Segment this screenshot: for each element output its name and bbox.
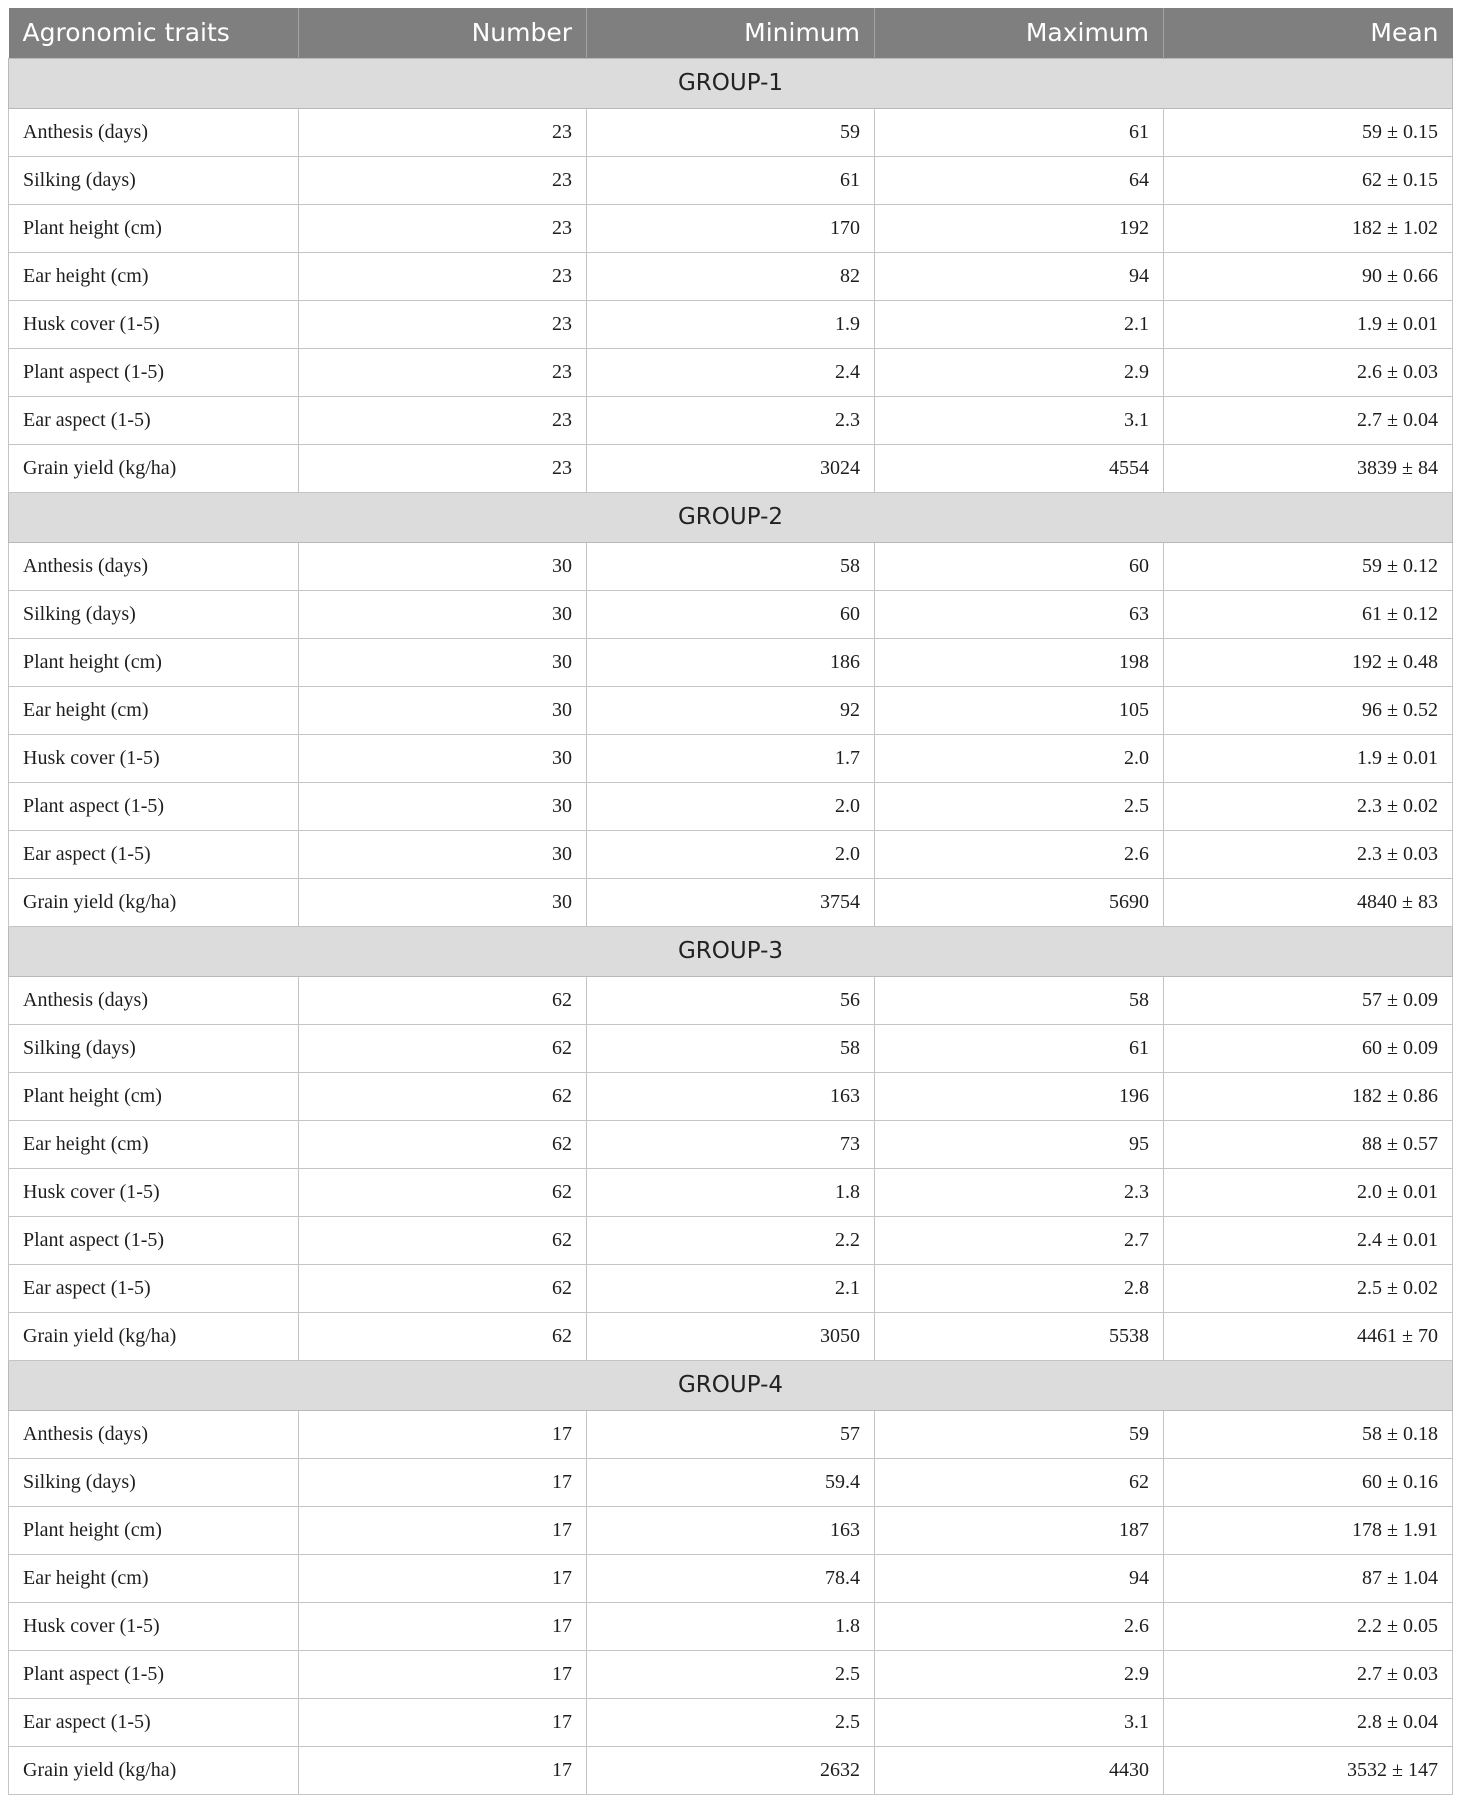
number-cell: 17 <box>299 1602 587 1650</box>
table-row <box>9 1120 1453 1168</box>
number-cell: 30 <box>299 830 587 878</box>
mean-cell: 2.7 ± 0.04 <box>1164 396 1453 444</box>
trait-cell: Grain yield (kg/ha) <box>9 1312 299 1360</box>
table-row <box>9 782 1453 830</box>
number-cell: 62 <box>299 1072 587 1120</box>
mean-cell: 61 ± 0.12 <box>1164 590 1453 638</box>
table-row <box>9 830 1453 878</box>
number-cell: 30 <box>299 878 587 926</box>
trait-cell: Husk cover (1-5) <box>9 734 299 782</box>
trait-cell: Ear height (cm) <box>9 1120 299 1168</box>
minimum-cell: 170 <box>587 204 875 252</box>
maximum-cell: 63 <box>875 590 1164 638</box>
mean-cell: 3532 ± 147 <box>1164 1746 1453 1794</box>
mean-cell: 62 ± 0.15 <box>1164 156 1453 204</box>
mean-cell: 57 ± 0.09 <box>1164 976 1453 1024</box>
table-row <box>9 108 1453 156</box>
trait-cell: Grain yield (kg/ha) <box>9 444 299 492</box>
maximum-cell: 2.9 <box>875 348 1164 396</box>
trait-cell: Husk cover (1-5) <box>9 300 299 348</box>
trait-cell: Ear aspect (1-5) <box>9 1698 299 1746</box>
group-label: GROUP-1 <box>9 58 1453 108</box>
maximum-cell: 198 <box>875 638 1164 686</box>
mean-cell: 4461 ± 70 <box>1164 1312 1453 1360</box>
minimum-cell: 163 <box>587 1072 875 1120</box>
maximum-cell: 60 <box>875 542 1164 590</box>
minimum-cell: 3050 <box>587 1312 875 1360</box>
trait-cell: Anthesis (days) <box>9 108 299 156</box>
minimum-cell: 2.0 <box>587 830 875 878</box>
number-cell: 23 <box>299 444 587 492</box>
maximum-cell: 192 <box>875 204 1164 252</box>
maximum-cell: 5690 <box>875 878 1164 926</box>
maximum-cell: 4554 <box>875 444 1164 492</box>
header-agronomic-traits: Agronomic traits <box>9 8 299 58</box>
maximum-cell: 62 <box>875 1458 1164 1506</box>
trait-cell: Grain yield (kg/ha) <box>9 878 299 926</box>
maximum-cell: 64 <box>875 156 1164 204</box>
trait-cell: Ear height (cm) <box>9 686 299 734</box>
trait-cell: Plant aspect (1-5) <box>9 348 299 396</box>
group-label: GROUP-4 <box>9 1360 1453 1410</box>
number-cell: 23 <box>299 348 587 396</box>
mean-cell: 60 ± 0.09 <box>1164 1024 1453 1072</box>
trait-cell: Plant height (cm) <box>9 638 299 686</box>
minimum-cell: 57 <box>587 1410 875 1458</box>
maximum-cell: 196 <box>875 1072 1164 1120</box>
maximum-cell: 2.9 <box>875 1650 1164 1698</box>
table-row <box>9 156 1453 204</box>
number-cell: 30 <box>299 590 587 638</box>
trait-cell: Husk cover (1-5) <box>9 1168 299 1216</box>
minimum-cell: 78.4 <box>587 1554 875 1602</box>
number-cell: 17 <box>299 1506 587 1554</box>
number-cell: 62 <box>299 1216 587 1264</box>
trait-cell: Anthesis (days) <box>9 976 299 1024</box>
minimum-cell: 2.5 <box>587 1698 875 1746</box>
table-row <box>9 1168 1453 1216</box>
mean-cell: 59 ± 0.15 <box>1164 108 1453 156</box>
minimum-cell: 1.8 <box>587 1602 875 1650</box>
maximum-cell: 95 <box>875 1120 1164 1168</box>
minimum-cell: 2.3 <box>587 396 875 444</box>
table-row <box>9 686 1453 734</box>
group-header-row <box>9 58 1453 108</box>
mean-cell: 182 ± 1.02 <box>1164 204 1453 252</box>
number-cell: 62 <box>299 1120 587 1168</box>
maximum-cell: 4430 <box>875 1746 1164 1794</box>
mean-cell: 2.3 ± 0.02 <box>1164 782 1453 830</box>
mean-cell: 58 ± 0.18 <box>1164 1410 1453 1458</box>
table-row <box>9 1554 1453 1602</box>
minimum-cell: 1.8 <box>587 1168 875 1216</box>
minimum-cell: 58 <box>587 542 875 590</box>
maximum-cell: 59 <box>875 1410 1164 1458</box>
maximum-cell: 2.1 <box>875 300 1164 348</box>
maximum-cell: 94 <box>875 252 1164 300</box>
header-minimum: Minimum <box>587 8 875 58</box>
maximum-cell: 3.1 <box>875 396 1164 444</box>
minimum-cell: 73 <box>587 1120 875 1168</box>
table-row <box>9 1506 1453 1554</box>
minimum-cell: 59.4 <box>587 1458 875 1506</box>
number-cell: 17 <box>299 1410 587 1458</box>
number-cell: 17 <box>299 1698 587 1746</box>
trait-cell: Silking (days) <box>9 1024 299 1072</box>
trait-cell: Ear aspect (1-5) <box>9 830 299 878</box>
minimum-cell: 59 <box>587 108 875 156</box>
maximum-cell: 5538 <box>875 1312 1164 1360</box>
number-cell: 30 <box>299 686 587 734</box>
header-number: Number <box>299 8 587 58</box>
table-row <box>9 396 1453 444</box>
number-cell: 30 <box>299 782 587 830</box>
table-row <box>9 1458 1453 1506</box>
number-cell: 23 <box>299 204 587 252</box>
number-cell: 62 <box>299 1264 587 1312</box>
minimum-cell: 2.0 <box>587 782 875 830</box>
header-row <box>9 8 1453 58</box>
group-header-row <box>9 926 1453 976</box>
mean-cell: 1.9 ± 0.01 <box>1164 734 1453 782</box>
maximum-cell: 2.0 <box>875 734 1164 782</box>
table-row <box>9 1216 1453 1264</box>
table-row <box>9 734 1453 782</box>
trait-cell: Ear height (cm) <box>9 252 299 300</box>
number-cell: 62 <box>299 1024 587 1072</box>
minimum-cell: 163 <box>587 1506 875 1554</box>
maximum-cell: 2.7 <box>875 1216 1164 1264</box>
number-cell: 23 <box>299 252 587 300</box>
table-row <box>9 590 1453 638</box>
group-label: GROUP-2 <box>9 492 1453 542</box>
number-cell: 17 <box>299 1650 587 1698</box>
number-cell: 30 <box>299 734 587 782</box>
minimum-cell: 2632 <box>587 1746 875 1794</box>
number-cell: 17 <box>299 1458 587 1506</box>
minimum-cell: 61 <box>587 156 875 204</box>
minimum-cell: 60 <box>587 590 875 638</box>
group-header-row <box>9 492 1453 542</box>
trait-cell: Grain yield (kg/ha) <box>9 1746 299 1794</box>
minimum-cell: 2.1 <box>587 1264 875 1312</box>
table-row <box>9 1698 1453 1746</box>
table-row <box>9 300 1453 348</box>
minimum-cell: 2.4 <box>587 348 875 396</box>
mean-cell: 2.0 ± 0.01 <box>1164 1168 1453 1216</box>
mean-cell: 178 ± 1.91 <box>1164 1506 1453 1554</box>
trait-cell: Plant aspect (1-5) <box>9 782 299 830</box>
number-cell: 30 <box>299 542 587 590</box>
group-label: GROUP-3 <box>9 926 1453 976</box>
table-row <box>9 1746 1453 1794</box>
trait-cell: Plant aspect (1-5) <box>9 1650 299 1698</box>
table-body <box>9 58 1453 1794</box>
mean-cell: 2.4 ± 0.01 <box>1164 1216 1453 1264</box>
table-row <box>9 1410 1453 1458</box>
trait-cell: Silking (days) <box>9 1458 299 1506</box>
number-cell: 17 <box>299 1746 587 1794</box>
table-row <box>9 542 1453 590</box>
number-cell: 30 <box>299 638 587 686</box>
minimum-cell: 1.7 <box>587 734 875 782</box>
table-row <box>9 1072 1453 1120</box>
number-cell: 23 <box>299 300 587 348</box>
minimum-cell: 3024 <box>587 444 875 492</box>
number-cell: 23 <box>299 156 587 204</box>
maximum-cell: 58 <box>875 976 1164 1024</box>
mean-cell: 4840 ± 83 <box>1164 878 1453 926</box>
minimum-cell: 3754 <box>587 878 875 926</box>
minimum-cell: 2.2 <box>587 1216 875 1264</box>
maximum-cell: 105 <box>875 686 1164 734</box>
mean-cell: 1.9 ± 0.01 <box>1164 300 1453 348</box>
maximum-cell: 2.3 <box>875 1168 1164 1216</box>
mean-cell: 59 ± 0.12 <box>1164 542 1453 590</box>
table-row <box>9 204 1453 252</box>
table-row <box>9 1264 1453 1312</box>
table-row <box>9 348 1453 396</box>
table-row <box>9 1024 1453 1072</box>
minimum-cell: 1.9 <box>587 300 875 348</box>
minimum-cell: 2.5 <box>587 1650 875 1698</box>
header-maximum: Maximum <box>875 8 1164 58</box>
maximum-cell: 61 <box>875 1024 1164 1072</box>
number-cell: 62 <box>299 976 587 1024</box>
trait-cell: Plant height (cm) <box>9 204 299 252</box>
table-row <box>9 444 1453 492</box>
minimum-cell: 82 <box>587 252 875 300</box>
trait-cell: Husk cover (1-5) <box>9 1602 299 1650</box>
trait-cell: Anthesis (days) <box>9 542 299 590</box>
number-cell: 62 <box>299 1312 587 1360</box>
mean-cell: 2.5 ± 0.02 <box>1164 1264 1453 1312</box>
trait-cell: Ear aspect (1-5) <box>9 1264 299 1312</box>
trait-cell: Ear height (cm) <box>9 1554 299 1602</box>
number-cell: 23 <box>299 396 587 444</box>
maximum-cell: 94 <box>875 1554 1164 1602</box>
mean-cell: 88 ± 0.57 <box>1164 1120 1453 1168</box>
mean-cell: 2.8 ± 0.04 <box>1164 1698 1453 1746</box>
table-row <box>9 1602 1453 1650</box>
maximum-cell: 2.6 <box>875 830 1164 878</box>
table-row <box>9 252 1453 300</box>
header-mean: Mean <box>1164 8 1453 58</box>
minimum-cell: 58 <box>587 1024 875 1072</box>
trait-cell: Silking (days) <box>9 156 299 204</box>
minimum-cell: 92 <box>587 686 875 734</box>
mean-cell: 2.3 ± 0.03 <box>1164 830 1453 878</box>
table-row <box>9 976 1453 1024</box>
table-row <box>9 638 1453 686</box>
maximum-cell: 3.1 <box>875 1698 1164 1746</box>
trait-cell: Plant height (cm) <box>9 1072 299 1120</box>
agronomic-traits-table <box>8 8 1453 1795</box>
mean-cell: 192 ± 0.48 <box>1164 638 1453 686</box>
maximum-cell: 61 <box>875 108 1164 156</box>
minimum-cell: 186 <box>587 638 875 686</box>
mean-cell: 2.2 ± 0.05 <box>1164 1602 1453 1650</box>
table-row <box>9 1650 1453 1698</box>
trait-cell: Plant aspect (1-5) <box>9 1216 299 1264</box>
group-header-row <box>9 1360 1453 1410</box>
mean-cell: 3839 ± 84 <box>1164 444 1453 492</box>
minimum-cell: 56 <box>587 976 875 1024</box>
trait-cell: Plant height (cm) <box>9 1506 299 1554</box>
maximum-cell: 2.8 <box>875 1264 1164 1312</box>
mean-cell: 96 ± 0.52 <box>1164 686 1453 734</box>
maximum-cell: 2.6 <box>875 1602 1164 1650</box>
table-header <box>9 8 1453 58</box>
mean-cell: 182 ± 0.86 <box>1164 1072 1453 1120</box>
number-cell: 23 <box>299 108 587 156</box>
table-row <box>9 878 1453 926</box>
maximum-cell: 187 <box>875 1506 1164 1554</box>
number-cell: 17 <box>299 1554 587 1602</box>
mean-cell: 87 ± 1.04 <box>1164 1554 1453 1602</box>
mean-cell: 60 ± 0.16 <box>1164 1458 1453 1506</box>
maximum-cell: 2.5 <box>875 782 1164 830</box>
table-row <box>9 1312 1453 1360</box>
mean-cell: 2.7 ± 0.03 <box>1164 1650 1453 1698</box>
trait-cell: Anthesis (days) <box>9 1410 299 1458</box>
mean-cell: 90 ± 0.66 <box>1164 252 1453 300</box>
number-cell: 62 <box>299 1168 587 1216</box>
trait-cell: Ear aspect (1-5) <box>9 396 299 444</box>
trait-cell: Silking (days) <box>9 590 299 638</box>
mean-cell: 2.6 ± 0.03 <box>1164 348 1453 396</box>
